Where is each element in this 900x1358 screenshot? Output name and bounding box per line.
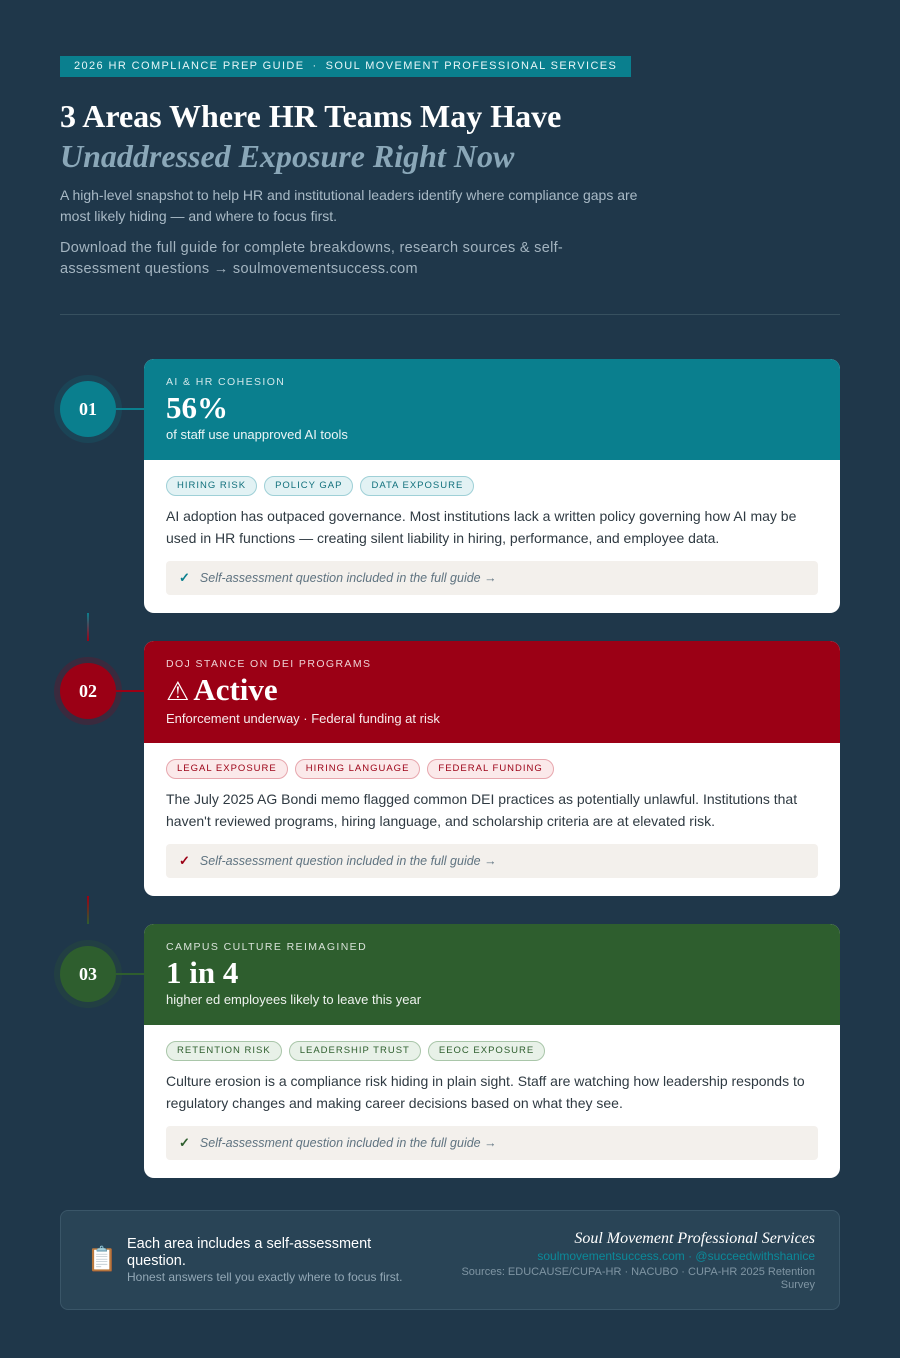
- tag-list: [166, 1041, 818, 1061]
- page-title: 3 Areas Where HR Teams May Have: [60, 98, 562, 134]
- tag-eeoc-exposure: EEOC EXPOSURE: [428, 1041, 545, 1061]
- area-description: The July 2025 AG Bondi memo flagged common DEI practices as potentially unlawful. Institutions that haven't reviewed programs, hiring language, and scholarship criteria are at elevated risk.: [166, 791, 798, 829]
- header-divider: [60, 314, 840, 315]
- area-card-campus-culture: [144, 924, 840, 1178]
- area-stat-value: Active: [193, 672, 278, 707]
- area-2-connector: [116, 690, 144, 692]
- footer-headline: Each area includes a self-assessment question.: [127, 1236, 372, 1269]
- page-subtitle: Unaddressed Exposure Right Now: [60, 138, 515, 174]
- clipboard-icon: 📋: [87, 1245, 117, 1273]
- area-card-ai-hr: [144, 359, 840, 613]
- area-card-header: [144, 924, 840, 1025]
- self-assessment-text: Self-assessment question included in the full guide →: [199, 854, 497, 868]
- area-2-number-marker: 02: [60, 663, 116, 719]
- area-kicker: DOJ STANCE ON DEI PROGRAMS: [166, 658, 372, 670]
- area-1-number-marker: 01: [60, 381, 116, 437]
- area-stat: 1 in 4: [166, 955, 239, 990]
- area-stat-caption: of staff use unapproved AI tools: [166, 427, 348, 442]
- footer-links[interactable]: soulmovementsuccess.com · @succeedwithshanice: [537, 1249, 815, 1263]
- check-icon: ✓: [179, 1135, 190, 1150]
- tag-list: [166, 476, 818, 496]
- footer-brand-block: [435, 1229, 815, 1292]
- area-stat: 56%: [166, 390, 228, 425]
- area-card-doj-dei: [144, 641, 840, 896]
- area-stat: [166, 672, 818, 710]
- area-stat-caption: higher ed employees likely to leave this year: [166, 992, 422, 1007]
- tag-federal-funding: FEDERAL FUNDING: [427, 759, 553, 779]
- area-description: AI adoption has outpaced governance. Most institutions lack a written policy governing how AI may be used in HR functions — creating silent liability in hiring, performance, and employee data.: [166, 508, 797, 546]
- tag-legal-exposure: LEGAL EXPOSURE: [166, 759, 288, 779]
- timeline-line-2: [87, 896, 89, 924]
- area-description: Culture erosion is a compliance risk hiding in plain sight. Staff are watching how leadership responds to regulatory changes and making career decisions based on what they see.: [166, 1073, 805, 1111]
- area-1-connector: [116, 408, 144, 410]
- self-assessment-text: Self-assessment question included in the full guide →: [199, 1136, 497, 1150]
- self-assessment-note[interactable]: [166, 844, 818, 878]
- self-assessment-note[interactable]: [166, 561, 818, 595]
- tag-data-exposure: DATA EXPOSURE: [360, 476, 474, 496]
- self-assessment-text: Self-assessment question included in the full guide →: [199, 571, 497, 585]
- area-card-header: [144, 359, 840, 460]
- sources-note: Sources: EDUCAUSE/CUPA-HR · NACUBO · CUPA-HR 2025 Retention Survey: [461, 1266, 815, 1291]
- tag-policy-gap: POLICY GAP: [264, 476, 353, 496]
- eyebrow-company-label: SOUL MOVEMENT PROFESSIONAL SERVICES: [325, 60, 618, 72]
- area-3-number-marker: 03: [60, 946, 116, 1002]
- area-stat-caption: Enforcement underway · Federal funding at risk: [166, 711, 440, 726]
- eyebrow-guide-label: 2026 HR COMPLIANCE PREP GUIDE: [74, 60, 305, 72]
- check-icon: ✓: [179, 853, 190, 868]
- tag-hiring-risk: HIRING RISK: [166, 476, 257, 496]
- self-assessment-note[interactable]: [166, 1126, 818, 1160]
- area-3-connector: [116, 973, 144, 975]
- eyebrow-badge: [60, 56, 631, 77]
- area-kicker: AI & HR COHESION: [166, 376, 286, 388]
- warning-icon: ⚠: [166, 677, 190, 707]
- timeline-line-1: [87, 613, 89, 641]
- area-kicker: CAMPUS CULTURE REIMAGINED: [166, 941, 368, 953]
- check-icon: ✓: [179, 570, 190, 585]
- footer-subtext: Honest answers tell you exactly where to focus first.: [127, 1270, 403, 1284]
- download-cta-text[interactable]: Download the full guide for complete breakdowns, research sources & self-assessment questions → soulmovementsuccess.com: [60, 240, 564, 277]
- eyebrow-separator: ·: [312, 60, 318, 72]
- tag-retention-risk: RETENTION RISK: [166, 1041, 282, 1061]
- area-card-header: [144, 641, 840, 743]
- tag-hiring-language: HIRING LANGUAGE: [295, 759, 421, 779]
- intro-text: A high-level snapshot to help HR and institutional leaders identify where compliance gaps are most likely hiding — and where to focus first.: [60, 187, 638, 224]
- footer-panel: [60, 1210, 840, 1310]
- tag-list: [166, 759, 818, 779]
- tag-leadership-trust: LEADERSHIP TRUST: [289, 1041, 421, 1061]
- company-name: Soul Movement Professional Services: [574, 1230, 815, 1247]
